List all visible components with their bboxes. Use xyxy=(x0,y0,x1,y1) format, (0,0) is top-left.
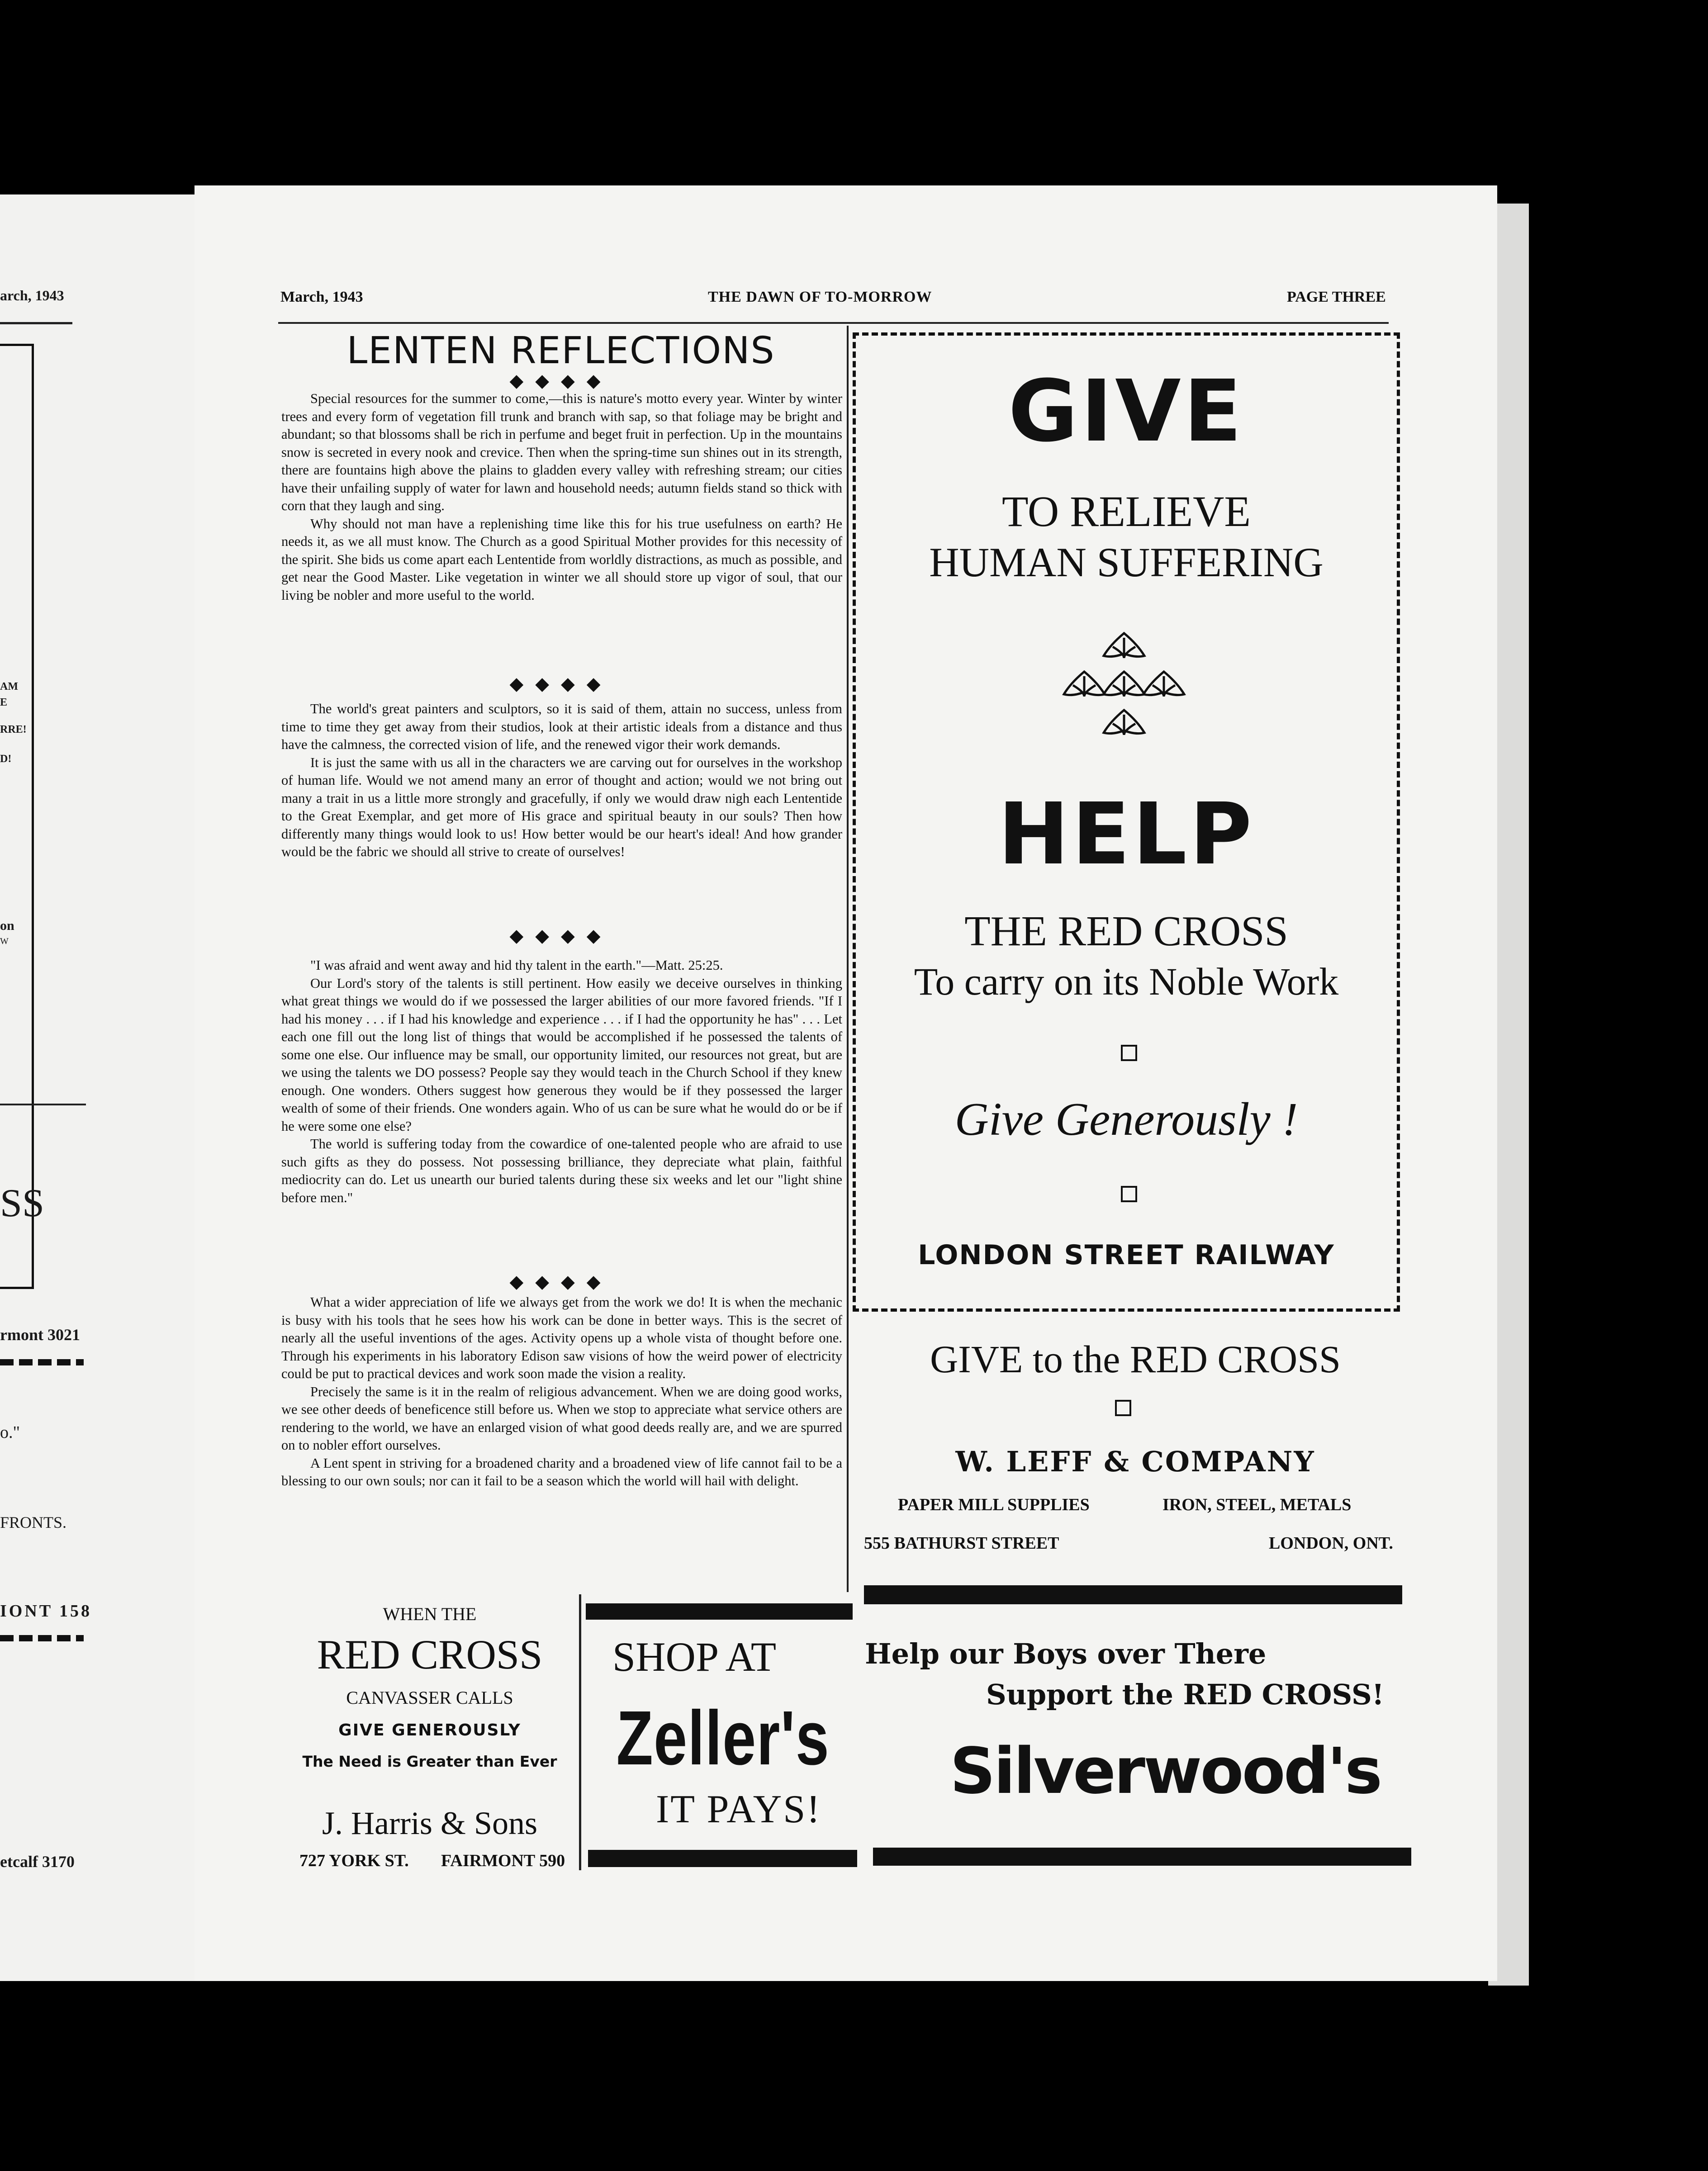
square-ornament xyxy=(1115,1400,1131,1416)
article-paragraph: Special resources for the summer to come,—this is nature's motto every year. Winter by winter trees and every form of vegetation fill trunk and branch with sap, so that foliage may be bright and abundant; so that blossoms shall be rich in perfume and beget fruit in perfection. Up in the mountains snow is secreted in every nook and crevice. Then when the spring-time sun shines out in its strength, there are fountains high above the plains to gladden every valley with refreshing stream; our cities have their unfailing supply of water for lawn and household needs; autumn fields stand so thick with corn that they laugh and sing. xyxy=(281,391,842,513)
leff-city: LONDON, ONT. xyxy=(1269,1534,1393,1553)
red-cross-icon xyxy=(1056,624,1192,755)
harris-line: WHEN THE xyxy=(383,1604,477,1624)
left-page-heading: SS xyxy=(0,1181,44,1225)
leff-line: PAPER MILL SUPPLIES xyxy=(898,1495,1090,1514)
article-paragraph: What a wider appreciation of life we always get from the work we do! It is when the mechanic is busy with his tools that he sees how his work can be done in better ways. This is the secret of nearly all the useful inventions of the ages. Activity opens up a whole vista of thought before one. Through his experiments in his laboratory Edison saw visions of how the weird power of electricity could be put to practical devices and work soon made the vision a reality. xyxy=(281,1294,842,1381)
left-page-date: arch, 1943 xyxy=(0,287,64,303)
ad-sponsor: LONDON STREET RAILWAY xyxy=(918,1239,1335,1271)
ornament: ◆◆◆◆ xyxy=(509,1271,612,1292)
harris-phone: FAIRMONT 590 xyxy=(441,1851,565,1870)
ad-divider xyxy=(586,1603,853,1620)
cartoon-text: D! xyxy=(0,753,12,765)
harris-address: 727 YORK ST. xyxy=(299,1851,409,1870)
article-paragraph: Precisely the same is it in the realm of religious advancement. When we are doing good works, we see other deeds of beneficence still before us. When we stop to appreciate what service others are rendering to the world, we have an enlarged vision of what good deeds really are, and we are spurred on to nobler effort ourselves. xyxy=(281,1384,842,1453)
ornament: ◆◆◆◆ xyxy=(509,673,612,694)
cartoon-signature: on xyxy=(0,918,14,933)
harris-line: CANVASSER CALLS xyxy=(346,1688,513,1708)
header-title: THE DAWN OF TO-MORROW xyxy=(708,289,932,305)
article-paragraph: Why should not man have a replenishing time like this for his true usefulness on earth? He needs it, as we all must know. The Church as a good Spiritual Mother provides for this necessity of the spirit. She bids us come apart each Lententide from worldly distractions, as much as possible, and get near the Good Master. Like vegetation in winter we all should store up vigor of soul, that our living be nobler and more useful to the world. xyxy=(281,516,842,603)
ad-line: THE RED CROSS xyxy=(964,908,1288,955)
leff-line: IRON, STEEL, METALS xyxy=(1162,1495,1352,1514)
ad-line: TO RELIEVE xyxy=(1001,487,1251,536)
article-paragraph: The world is suffering today from the cowardice of one-talented people who are afraid to use such gifts as they do possess. Not possessing brilliance, they depreciate what plain, faithful mediocrity can do. Let us unearth our buried talents during these six weeks and let our "light shine before men." xyxy=(281,1136,842,1205)
header-page-number: PAGE THREE xyxy=(1287,289,1386,305)
cartoon-text: E xyxy=(0,697,8,708)
ad-divider xyxy=(864,1585,1402,1604)
left-page-line: FRONTS. xyxy=(0,1513,67,1531)
left-page-rule xyxy=(0,1104,86,1105)
article-section-1 xyxy=(281,390,842,604)
zellers-line: SHOP AT xyxy=(612,1634,777,1680)
article-paragraph: It is just the same with us all in the characters we are carving out for ourselves in the workshop of human life. Would we not amend many an error of thought and action; would we not bring out many a trait in us a little more strongly and gracefully, if only we would draw nigh each Lententide to the Great Exemplar, and get more of His grace and spiritual beauty in our souls? Then how differently many things would look to us! How better would be our heart's ideal! And how grander would be the fabric we should all strive to create of ourselves! xyxy=(281,754,842,859)
ad-give-headline: GIVE xyxy=(1008,362,1245,461)
ad-divider xyxy=(873,1848,1411,1866)
ad-divider xyxy=(588,1850,857,1867)
header-date: March, 1943 xyxy=(280,289,363,305)
article-paragraph: The world's great painters and sculptors, so it is said of them, attain no success, unless from time to time they get away from their studios, look at their artistic ideals from a distance and thus have the calmness, the corrected vision of life, and the renewed vigor their work demands. xyxy=(281,701,842,752)
zellers-brand: Zeller's xyxy=(616,1695,830,1781)
left-page-line: IONT 158 xyxy=(0,1602,92,1621)
ornament-dash xyxy=(0,1635,84,1641)
square-ornament xyxy=(1121,1045,1137,1061)
harris-line: GIVE GENEROUSLY xyxy=(338,1721,521,1740)
ad-line: HUMAN SUFFERING xyxy=(929,539,1324,585)
leff-headline: GIVE to the RED CROSS xyxy=(930,1337,1341,1381)
cartoon-text: RRE! xyxy=(0,724,27,735)
leff-address: 555 BATHURST STREET xyxy=(864,1534,1059,1553)
ornament: ◆◆◆◆ xyxy=(509,370,612,391)
article-section-3 xyxy=(281,957,842,1207)
left-page-line: rmont 3021 xyxy=(0,1326,80,1344)
zellers-line: IT PAYS! xyxy=(656,1787,821,1831)
article-paragraph: "I was afraid and went away and hid thy talent in the earth."—Matt. 25:25. xyxy=(310,958,723,973)
silverwood-line: Help our Boys over There xyxy=(865,1637,1267,1670)
ad-divider xyxy=(579,1594,581,1870)
column-rule xyxy=(847,326,849,1592)
ad-line: To carry on its Noble Work xyxy=(914,960,1339,1003)
harris-headline: RED CROSS xyxy=(317,1631,543,1678)
cartoon-text: W xyxy=(0,936,9,946)
silverwood-line: Support the RED CROSS! xyxy=(986,1678,1384,1711)
cartoon-frame xyxy=(0,344,34,1289)
harris-line: The Need is Greater than Ever xyxy=(302,1753,557,1770)
article-paragraph: Our Lord's story of the talents is still pertinent. How easily we deceive ourselves in thinking what great things we would do if we possessed the larger abilities of our more favored friends. "If I had his money . . . if I had his knowledge and experience . . . if I had the opportunity he has" . . . Let each one fill out the long list of things that would be accomplished if he possessed the talents of some one else. Our influence may be small, our opportunity limited, our resources not great, but are we using the talents we DO possess? People say they would teach in the Church School if they knew enough. One wonders. Others suggest how generous they would be if they possessed the larger wealth of some of their friends. One wonders again. Who of us can be sure what he would do or be if he were some one else? xyxy=(281,975,842,1134)
cartoon-text: AM xyxy=(0,681,18,692)
ornament: ◆◆◆◆ xyxy=(509,925,612,946)
article-title: LENTEN REFLECTIONS xyxy=(346,329,775,372)
square-ornament xyxy=(1121,1186,1137,1202)
left-page-rule xyxy=(0,322,72,324)
article-section-2 xyxy=(281,700,842,861)
ad-help-headline: HELP xyxy=(998,785,1255,884)
ornament-dash xyxy=(0,1359,84,1365)
header-rule xyxy=(278,322,1389,324)
ad-give-generously: Give Generously ! xyxy=(954,1093,1298,1145)
left-page-line: etcalf 3170 xyxy=(0,1853,75,1871)
silverwood-logo: Silverwood's xyxy=(950,1735,1381,1808)
article-section-4 xyxy=(281,1294,842,1490)
harris-company: J. Harris & Sons xyxy=(322,1805,537,1841)
leff-company: W. LEFF & COMPANY xyxy=(955,1445,1315,1478)
left-page-line: o." xyxy=(0,1423,20,1442)
article-paragraph: A Lent spent in striving for a broadened charity and a broadened view of life cannot fail to be a blessing to our own souls; nor can it fail to be a season which the world will hail with delight. xyxy=(281,1455,842,1488)
